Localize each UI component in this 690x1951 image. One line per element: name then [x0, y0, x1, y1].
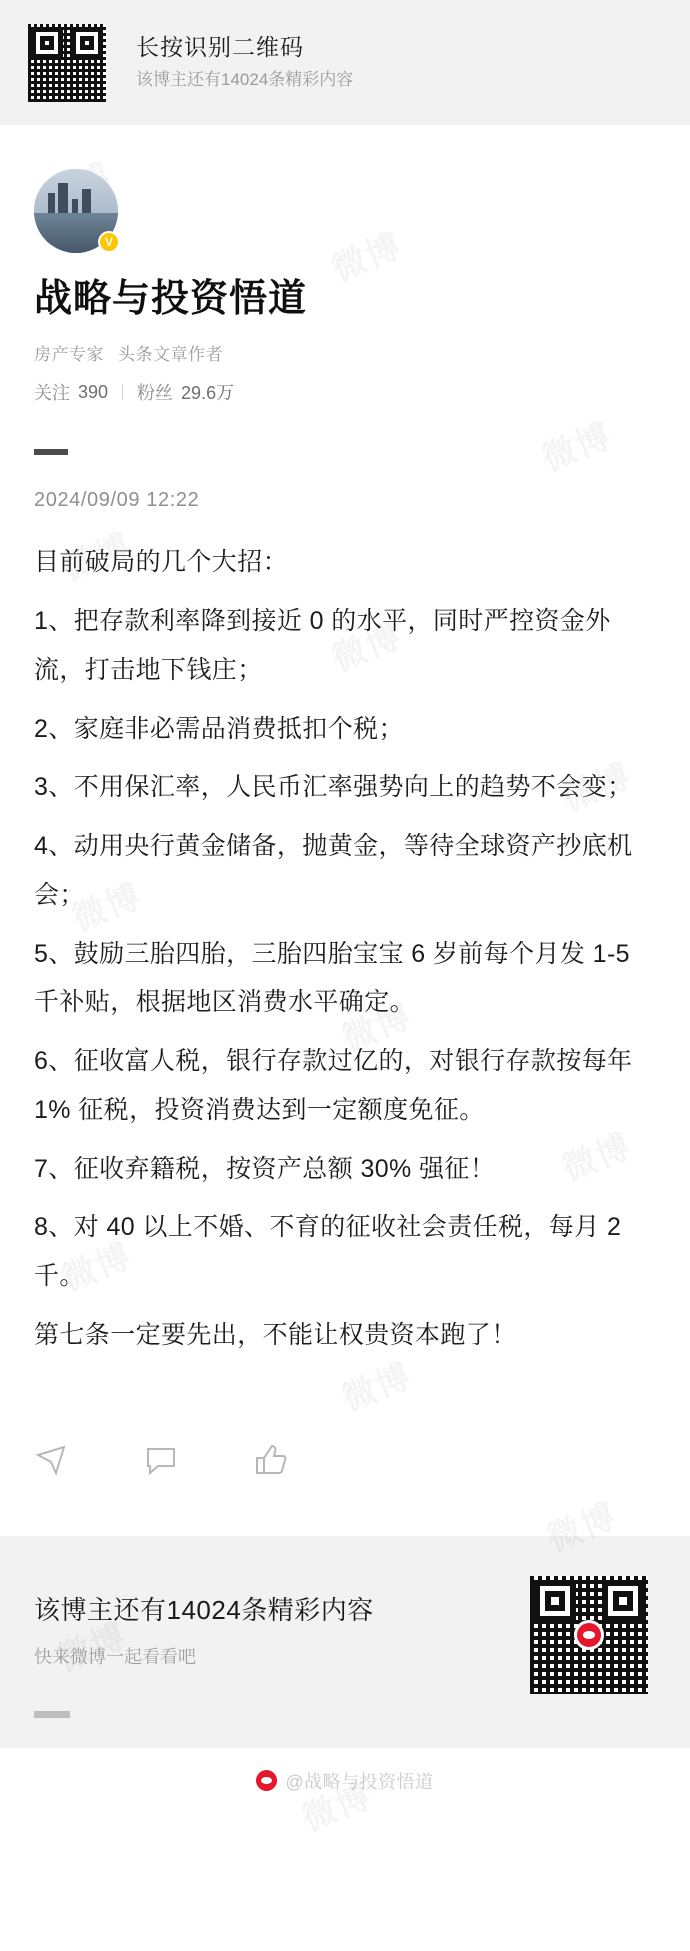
post-paragraph: 7、征收弃籍税，按资产总额 30% 强征！	[34, 1154, 496, 1183]
share-icon[interactable]	[34, 1443, 68, 1477]
top-banner-subtitle: 该博主还有14024条精彩内容	[136, 70, 354, 90]
footer-subtitle: 快来微博一起看看吧	[34, 1646, 196, 1667]
followers-count: 29.6万	[181, 383, 235, 404]
footer-title: 该博主还有14024条精彩内容	[34, 1594, 374, 1625]
post-content	[0, 169, 690, 1360]
profile-tag-1: 房产专家	[34, 345, 104, 365]
credit-bar	[0, 1748, 690, 1814]
page-title: 战略与投资悟道	[34, 278, 308, 320]
footer-promo[interactable]	[0, 1536, 690, 1748]
top-qr-banner[interactable]	[0, 0, 690, 125]
section-divider	[34, 449, 68, 455]
post-paragraph: 2、家庭非必需品消费抵扣个税；	[34, 714, 404, 743]
post-paragraph: 第七条一定要先出，不能让权贵资本跑了！	[34, 1320, 517, 1349]
post-text	[34, 538, 656, 1359]
footer-text	[34, 1576, 374, 1718]
post-paragraph: 4、动用央行黄金储备，抛黄金，等待全球资产抄底机会；	[34, 832, 633, 909]
qr-code-icon[interactable]	[530, 1576, 648, 1694]
footer-divider	[34, 1711, 70, 1718]
top-banner-title: 长按识别二维码	[136, 33, 304, 60]
following-count: 390	[78, 381, 109, 402]
qr-code-icon[interactable]	[28, 24, 106, 102]
verified-badge-icon: V	[98, 231, 120, 253]
profile-stats	[34, 379, 656, 405]
post-paragraph: 6、征收富人税，银行存款过亿的，对银行存款按每年 1% 征税，投资消费达到一定额度免征。	[34, 1047, 633, 1124]
comment-icon[interactable]	[144, 1443, 178, 1477]
post-paragraph: 8、对 40 以上不婚、不育的征收社会责任税，每月 2 千。	[34, 1213, 622, 1291]
like-icon[interactable]	[254, 1443, 288, 1477]
following-label: 关注	[34, 383, 70, 404]
post-paragraph: 5、鼓励三胎四胎，三胎四胎宝宝 6 岁前每个月发 1-5 千补贴，根据地区消费水平确定。	[34, 939, 630, 1017]
profile-tags	[34, 340, 656, 365]
weibo-logo-icon	[574, 1620, 604, 1650]
followers-label: 粉丝	[137, 383, 174, 404]
post-action-bar	[0, 1414, 690, 1506]
profile-tag-2: 头条文章作者	[118, 345, 223, 365]
weibo-logo-icon	[256, 1770, 277, 1791]
post-paragraph: 目前破局的几个大招：	[34, 548, 289, 577]
avatar[interactable]	[34, 169, 118, 253]
post-paragraph: 1、把存款利率降到接近 0 的水平，同时严控资金外流，打击地下钱庄；	[34, 607, 611, 684]
stats-divider	[122, 384, 123, 400]
top-banner-text	[136, 30, 353, 95]
credit-handle[interactable]: @战略与投资悟道	[285, 1771, 434, 1792]
post-timestamp: 2024/09/09 12:22	[34, 489, 200, 512]
post-paragraph: 3、不用保汇率，人民币汇率强势向上的趋势不会变；	[34, 773, 633, 802]
